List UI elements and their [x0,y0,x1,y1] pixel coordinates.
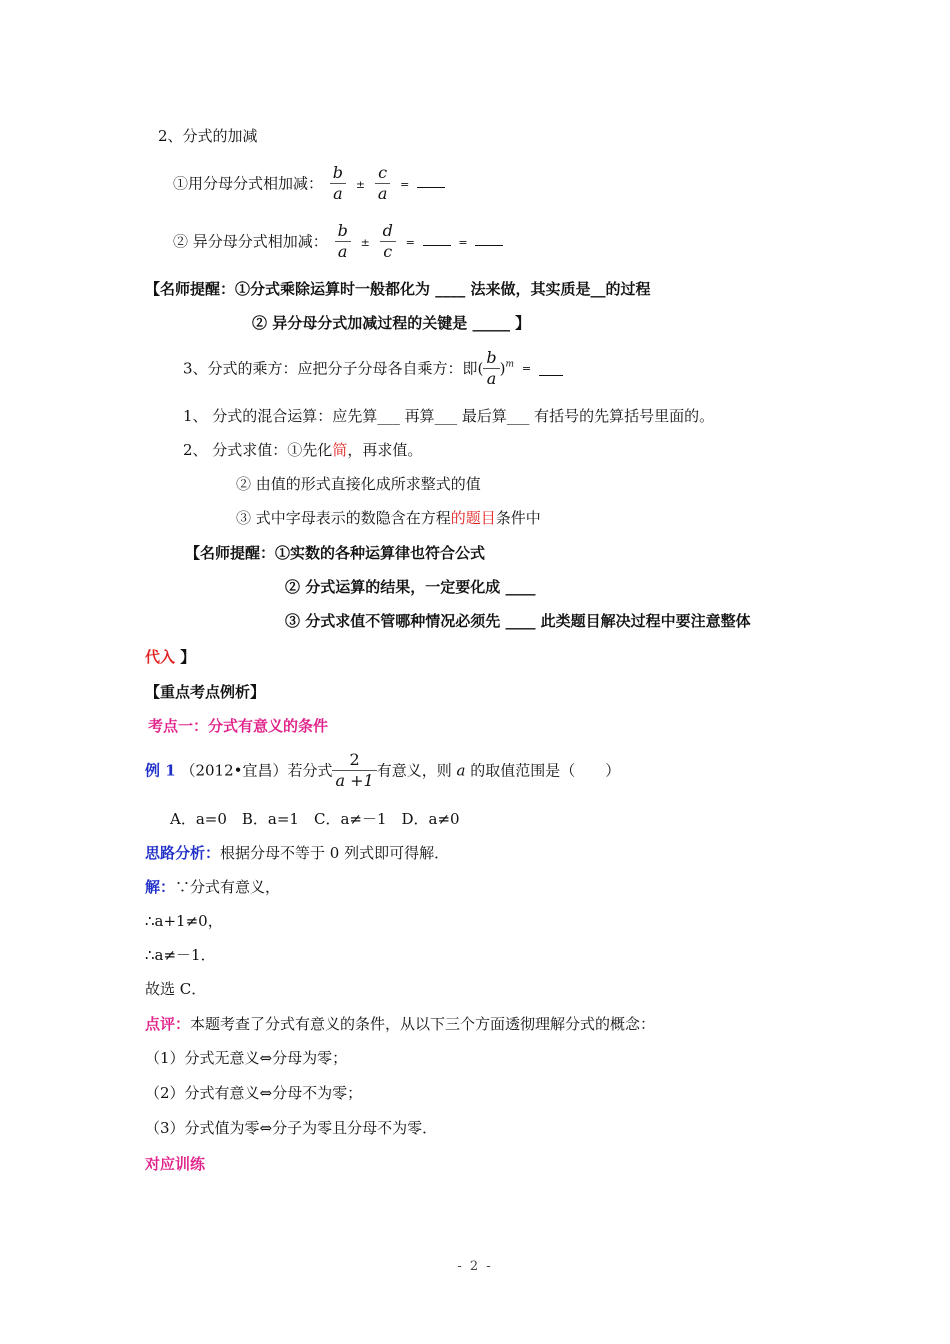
comment-point-3: （3）分式值为零⇔分子为零且分母不为零． [145,1119,438,1137]
key-points-heading: 【重点考点例析】 [145,683,266,701]
evaluate-step-2: ② 由值的形式直接化成所求整式的值 [236,475,481,493]
fraction-d-over-c: $\frac{d}{c}$ [380,221,396,262]
tip1-line1: 【名师提醒：①分式乘除运算时一般都化为 ____ 法来做，其实质是__的过程 [145,280,651,298]
mixed-operation-line: 1、 分式的混合运算：应先算___ 再算___ 最后算___ 有括号的先算括号里面的。 [183,407,715,425]
same-denominator-label: ①用分母分式相加减： [173,174,324,193]
example-1-stem: 例 1 （2012•宜昌）若分式 $\frac{2}{a +1}$ 有意义，则 a 的取值范围是（ ） [145,750,621,790]
tip2-line2: ② 分式运算的结果，一定要化成 ____ [285,578,536,596]
page-number: - 2 - [457,1259,493,1274]
different-denominator-line: ② 异分母分式相加减： $\frac{b}{a}$ ± $\frac{d}{c}$ = = [173,221,503,262]
tip2-line1: 【名师提醒：①实数的各种运算律也符合公式 [185,544,486,562]
solution-line-4: 故选 C． [145,980,207,998]
kaodian-1-title: 考点一：分式有意义的条件 [148,717,329,735]
fraction-b-over-a: $\frac{b}{a}$ [335,221,351,262]
tip2-line3: ③ 分式求值不管哪种情况必须先 ____ 此类题目解决过程中要注意整体 [285,612,751,630]
comment-point-2: （2）分式有意义⇔分母不为零； [145,1084,363,1102]
fraction-b-over-a: $\frac{b}{a}$ [330,163,346,204]
tip2-line4: 代入 】 [145,648,196,666]
example-1-label: 例 1 [145,761,176,780]
fraction-2-over-a-plus-1: $\frac{2}{a +1}$ [332,750,376,791]
answer-blank [423,231,451,246]
example-1-options: A．a=0 B．a=1 C．a≠－1 D．a≠0 [170,810,460,828]
tip1-line2: ② 异分母分式加减过程的关键是 _____ 】 [252,314,531,332]
comment-point-1: （1）分式无意义⇔分母为零； [145,1049,348,1067]
answer-blank [539,361,563,376]
answer-blank [417,173,445,188]
solution-line-3: ∴a≠－1． [145,946,216,964]
same-denominator-line: ①用分母分式相加减： $\frac{b}{a}$ ± $\frac{c}{a}$ = [173,163,445,204]
analysis-line: 思路分析：根据分母不等于 0 列式即可得解． [145,844,450,862]
fraction-b-over-a: $\frac{b}{a}$ [483,348,499,389]
different-denominator-label: ② 异分母分式相加减： [173,232,328,251]
section-3-power-line: 3、分式的乘方：应把分子分母各自乘方：即( $\frac{b}{a}$ )$^m$ = [183,348,563,389]
comment-line: 点评：本题考查了分式有意义的条件，从以下三个方面透彻理解分式的概念： [145,1015,656,1033]
practice-heading: 对应训练 [145,1155,206,1173]
evaluate-step-3: ③ 式中字母表示的数隐含在方程的题目条件中 [236,509,541,527]
evaluate-line: 2、 分式求值：①先化简，再求值。 [183,441,423,459]
solution-line-2: ∴a+1≠0， [145,912,223,930]
section-2-title: 2、分式的加减 [158,127,258,145]
solution-line-1: 解：∵分式有意义， [145,878,281,896]
fraction-c-over-a: $\frac{c}{a}$ [375,163,391,204]
answer-blank [475,231,503,246]
